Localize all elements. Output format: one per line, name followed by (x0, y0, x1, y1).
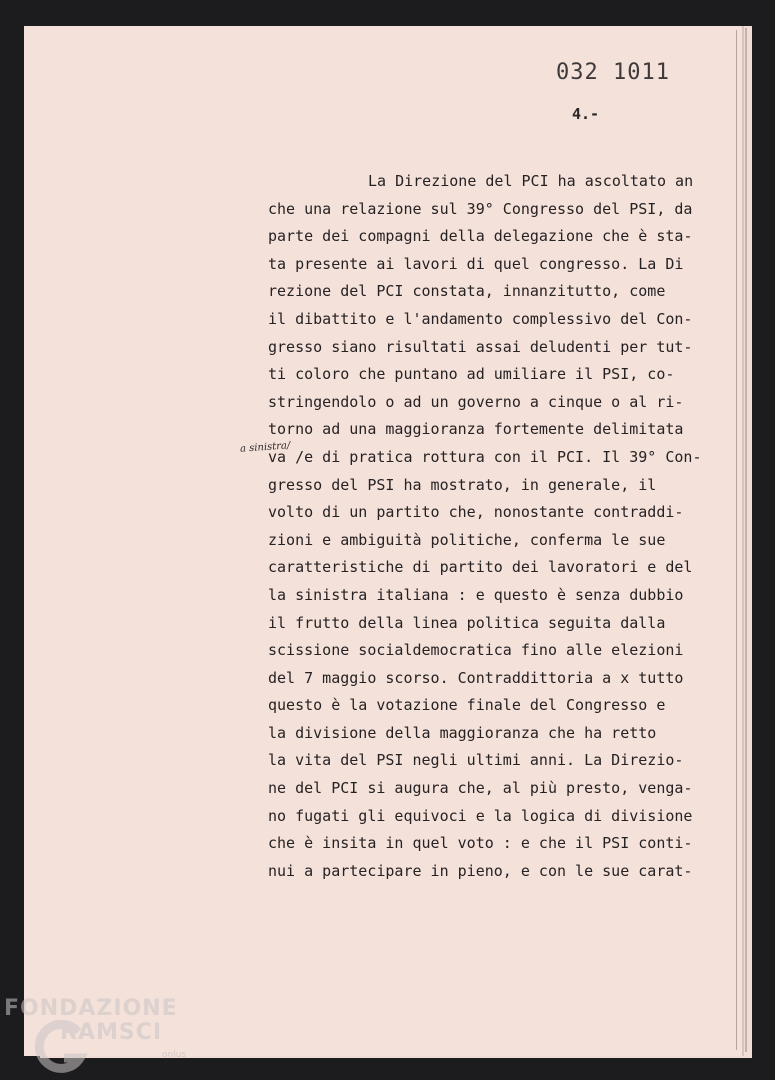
page-number: 4.- (572, 105, 600, 123)
text-line: ne del PCI si augura che, al più presto, venga- (268, 779, 693, 798)
document-body (268, 168, 728, 885)
watermark-onlus: onlus (162, 1050, 187, 1060)
text-line: va /e di pratica rottura con il PCI. Il 39° Con- (268, 447, 702, 466)
text-line: scissione socialdemocratica fino alle elezioni (268, 641, 684, 660)
text-line: zioni e ambiguità politiche, conferma le sue (268, 530, 666, 549)
text-line: la divisione della maggioranza che ha retto (268, 723, 657, 742)
text-line: gresso siano risultati assai deludenti per tut- (268, 337, 693, 356)
text-line: che una relazione sul 39° Congresso del PSI, da (268, 199, 693, 218)
text-line: questo è la votazione finale del Congresso e (268, 696, 666, 715)
text-line: parte dei compagni della delegazione che è sta- (268, 227, 693, 246)
fondazione-gramsci-watermark (4, 996, 194, 1080)
text-line: no fugati gli equivoci e la logica di divisione (268, 806, 693, 825)
text-line: gresso del PSI ha mostrato, in generale, il (268, 475, 657, 494)
text-line: il dibattito e l'andamento complessivo del Con- (268, 309, 693, 328)
text-line: nui a partecipare in pieno, e con le sue carat- (268, 861, 693, 880)
text-line: rezione del PCI constata, innanzitutto, come (268, 282, 666, 301)
text-line: La Direzione del PCI ha ascoltato an (368, 172, 694, 190)
watermark-line1: FONDAZIONE (4, 996, 178, 1021)
margin-annotation: a sinistra/ (239, 440, 291, 455)
page-edge-line (736, 30, 737, 1050)
text-line: che è insita in quel voto : e che il PSI conti- (268, 834, 693, 853)
text-line: ti coloro che puntano ad umiliare il PSI, co- (268, 365, 675, 384)
page-edge-shadow (745, 28, 747, 1052)
text-line: il frutto della linea politica seguita dalla (268, 613, 666, 632)
text-line: volto di un partito che, nonostante contraddi- (268, 503, 684, 522)
text-line: del 7 maggio scorso. Contraddittoria a x tutto (268, 668, 684, 687)
text-line: la sinistra italiana : e questo è senza dubbio (268, 585, 684, 604)
archive-number: 032 1011 (556, 60, 670, 85)
text-line: torno ad una maggioranza fortemente delimitata (268, 420, 684, 439)
text-line: ta presente ai lavori di quel congresso. La Di (268, 254, 684, 273)
text-line: caratteristiche di partito dei lavoratori e del (268, 558, 693, 577)
text-line: stringendolo o ad un governo a cinque o al ri- (268, 392, 684, 411)
text-line: la vita del PSI negli ultimi anni. La Direzio- (268, 751, 684, 770)
watermark-line2: RAMSCI (60, 1020, 163, 1045)
